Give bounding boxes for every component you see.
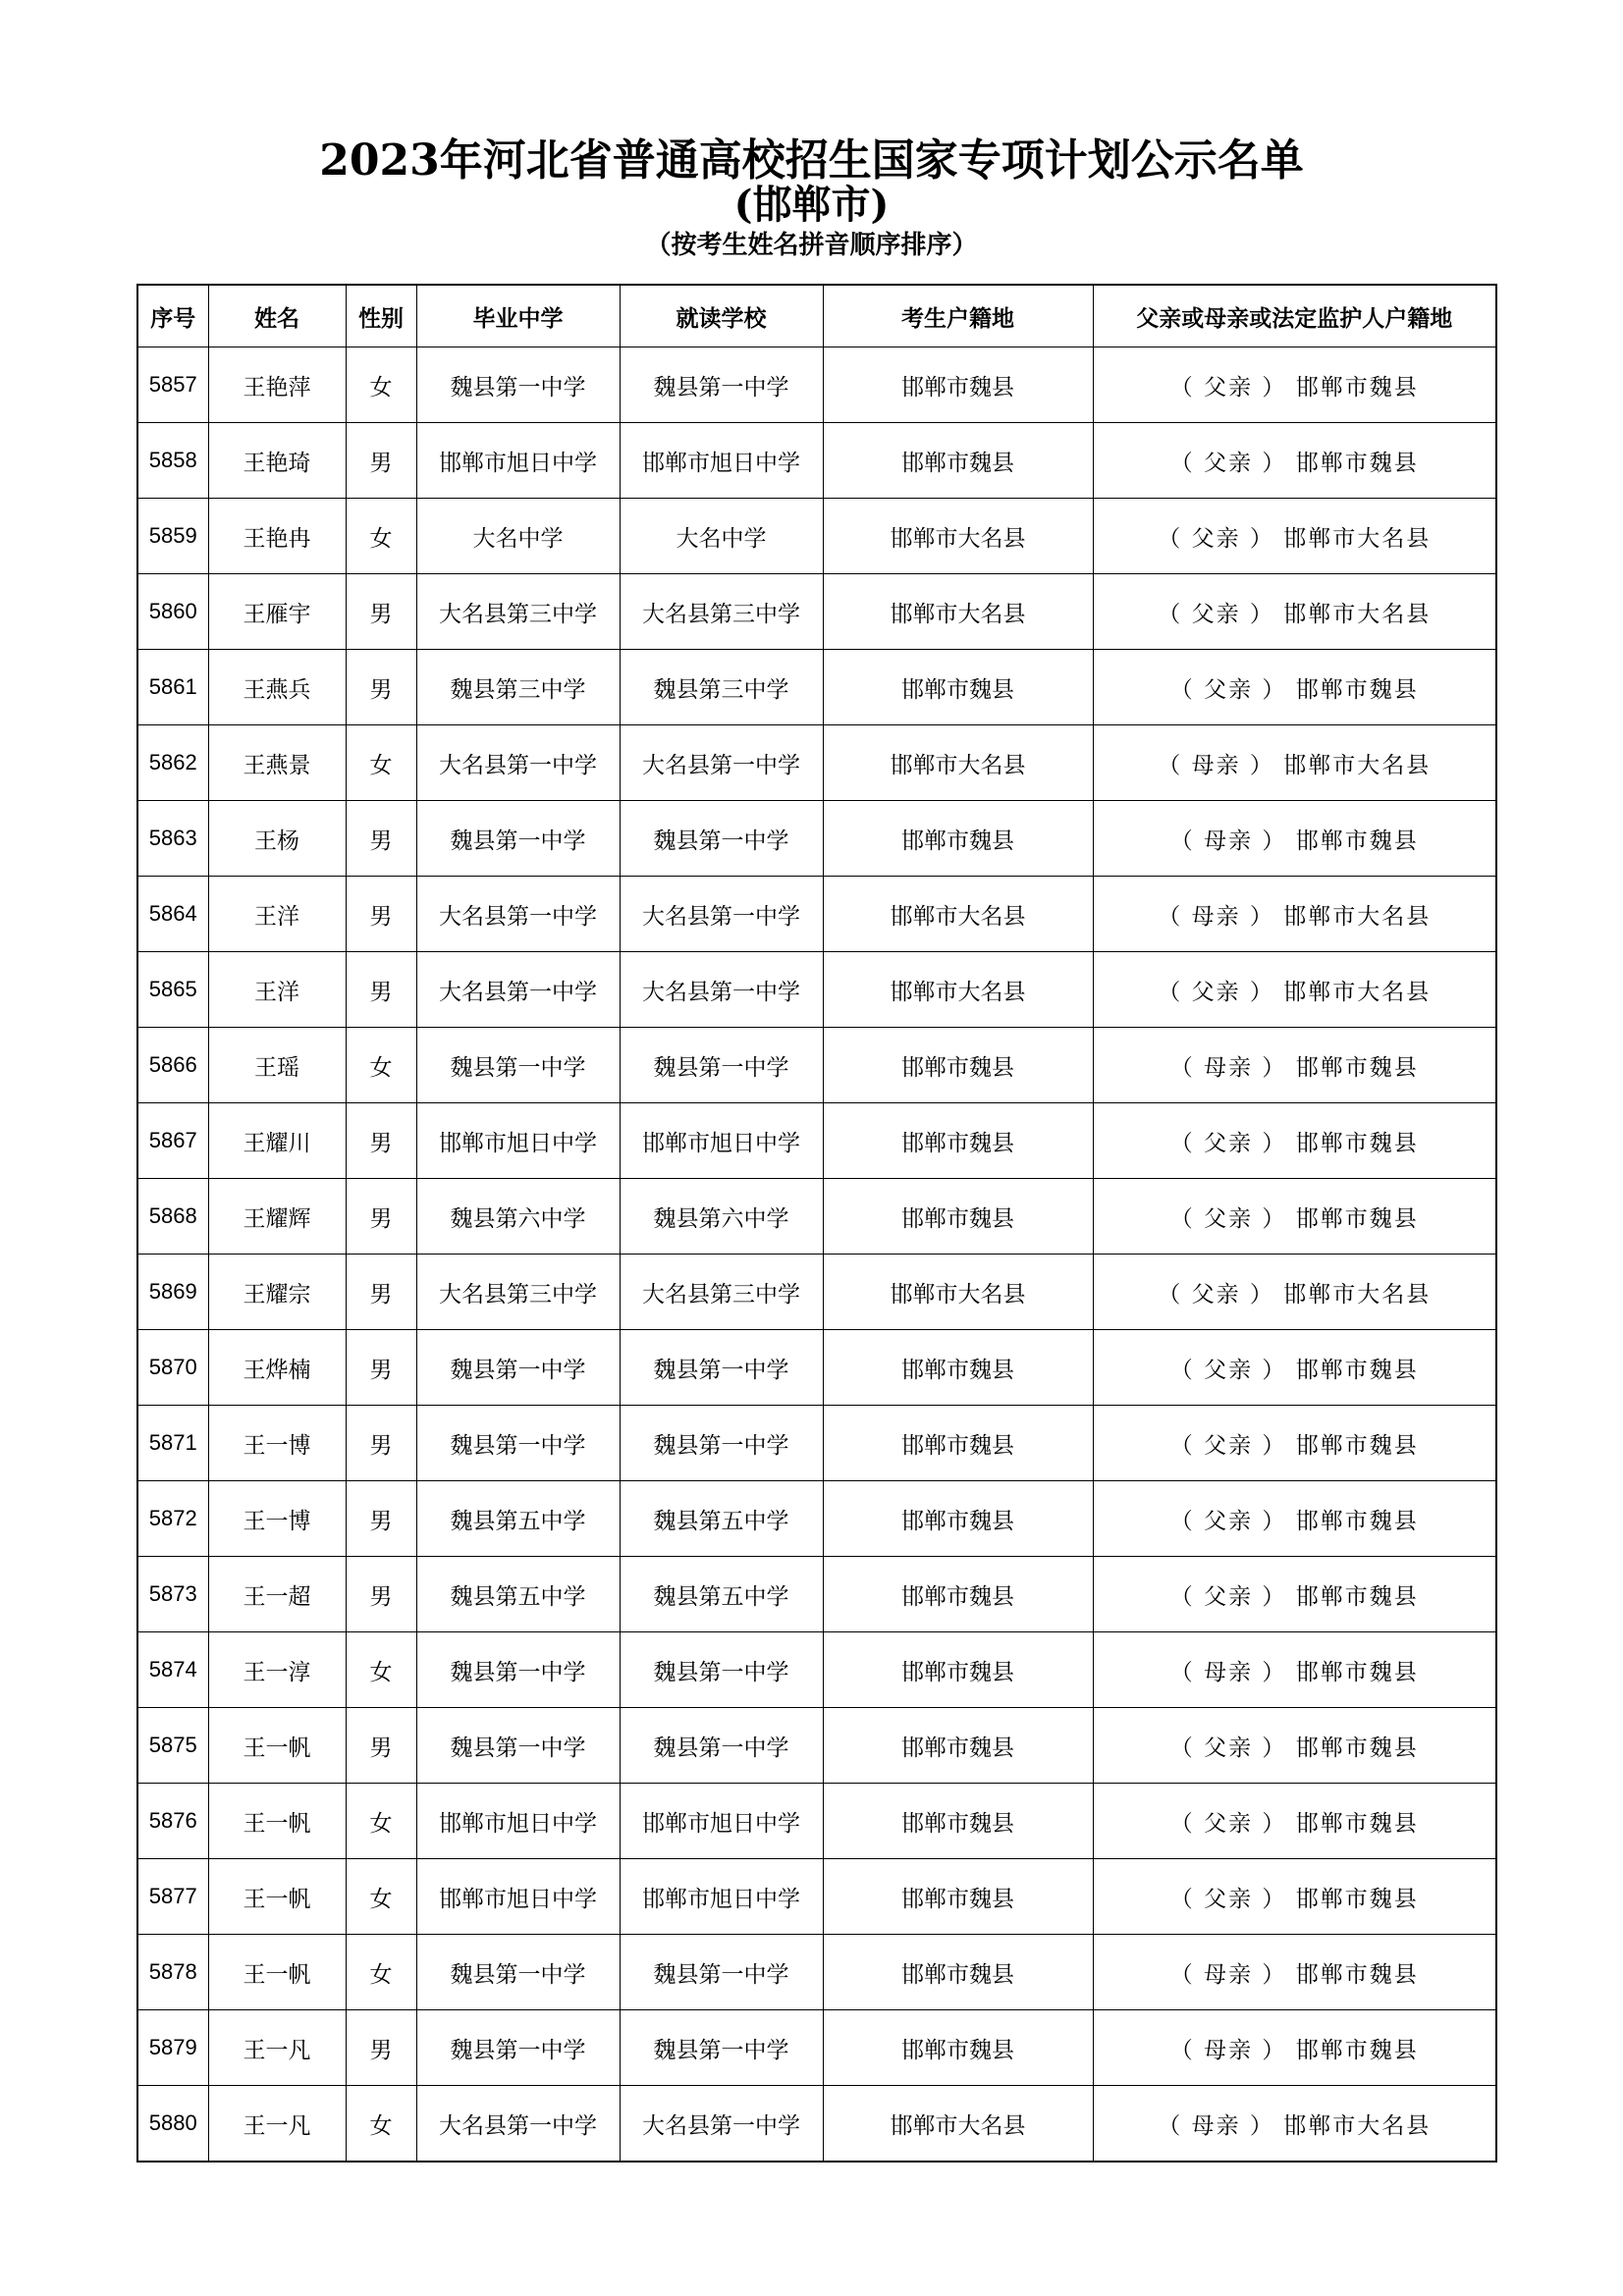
table-row — [137, 1481, 1496, 1557]
cell-name: 王耀辉 — [208, 1179, 346, 1255]
table-row — [137, 423, 1496, 499]
sort-note: （按考生姓名拼音顺序排序） — [645, 231, 978, 260]
cell-household-registration: 邯郸市魏县 — [823, 801, 1093, 877]
cell-seq: 5868 — [137, 1179, 208, 1255]
table-row — [137, 801, 1496, 877]
cell-graduated-school: 魏县第三中学 — [416, 650, 620, 725]
cell-household-registration: 邯郸市魏县 — [823, 1708, 1093, 1784]
cell-graduated-school: 魏县第一中学 — [416, 1632, 620, 1708]
table-header-row — [137, 285, 1496, 347]
cell-seq: 5876 — [137, 1784, 208, 1859]
table-row — [137, 1632, 1496, 1708]
cell-graduated-school: 大名县第一中学 — [416, 2086, 620, 2163]
col-header-guardian-registration: 父亲或母亲或法定监护人户籍地 — [1093, 285, 1496, 347]
cell-guardian-registration: （ 父亲 ） 邯郸市魏县 — [1093, 1784, 1496, 1859]
cell-guardian-registration: （ 父亲 ） 邯郸市大名县 — [1093, 952, 1496, 1028]
cell-name: 王雁宇 — [208, 574, 346, 650]
col-header-current-school: 就读学校 — [620, 285, 823, 347]
table-row — [137, 1557, 1496, 1632]
cell-graduated-school: 邯郸市旭日中学 — [416, 1103, 620, 1179]
cell-current-school: 邯郸市旭日中学 — [620, 423, 823, 499]
cell-current-school: 魏县第一中学 — [620, 2010, 823, 2086]
cell-graduated-school: 大名县第一中学 — [416, 877, 620, 952]
cell-household-registration: 邯郸市魏县 — [823, 1859, 1093, 1935]
cell-gender: 男 — [346, 1557, 416, 1632]
cell-seq: 5869 — [137, 1255, 208, 1330]
cell-graduated-school: 大名县第一中学 — [416, 952, 620, 1028]
cell-seq: 5872 — [137, 1481, 208, 1557]
col-header-graduated-school: 毕业中学 — [416, 285, 620, 347]
cell-name: 王艳萍 — [208, 347, 346, 423]
cell-gender: 女 — [346, 1859, 416, 1935]
cell-gender: 男 — [346, 1103, 416, 1179]
cell-gender: 男 — [346, 1330, 416, 1406]
cell-household-registration: 邯郸市魏县 — [823, 1481, 1093, 1557]
cell-current-school: 邯郸市旭日中学 — [620, 1784, 823, 1859]
cell-current-school: 魏县第六中学 — [620, 1179, 823, 1255]
cell-graduated-school: 魏县第一中学 — [416, 1330, 620, 1406]
cell-seq: 5878 — [137, 1935, 208, 2010]
cell-gender: 女 — [346, 1784, 416, 1859]
cell-guardian-registration: （ 母亲 ） 邯郸市魏县 — [1093, 1935, 1496, 2010]
cell-gender: 男 — [346, 1708, 416, 1784]
cell-graduated-school: 魏县第五中学 — [416, 1557, 620, 1632]
cell-seq: 5862 — [137, 725, 208, 801]
cell-guardian-registration: （ 父亲 ） 邯郸市大名县 — [1093, 499, 1496, 574]
cell-name: 王艳冉 — [208, 499, 346, 574]
cell-household-registration: 邯郸市魏县 — [823, 2010, 1093, 2086]
cell-household-registration: 邯郸市魏县 — [823, 347, 1093, 423]
table-row — [137, 1406, 1496, 1481]
cell-guardian-registration: （ 父亲 ） 邯郸市大名县 — [1093, 574, 1496, 650]
cell-guardian-registration: （ 母亲 ） 邯郸市魏县 — [1093, 2010, 1496, 2086]
cell-guardian-registration: （ 母亲 ） 邯郸市魏县 — [1093, 1632, 1496, 1708]
cell-gender: 男 — [346, 952, 416, 1028]
table-row — [137, 1708, 1496, 1784]
cell-name: 王一淳 — [208, 1632, 346, 1708]
cell-current-school: 魏县第一中学 — [620, 1406, 823, 1481]
cell-gender: 男 — [346, 1255, 416, 1330]
cell-name: 王一凡 — [208, 2010, 346, 2086]
col-header-seq: 序号 — [137, 285, 208, 347]
cell-graduated-school: 邯郸市旭日中学 — [416, 1784, 620, 1859]
cell-seq: 5879 — [137, 2010, 208, 2086]
table-row — [137, 725, 1496, 801]
cell-household-registration: 邯郸市大名县 — [823, 1255, 1093, 1330]
cell-guardian-registration: （ 父亲 ） 邯郸市魏县 — [1093, 1179, 1496, 1255]
cell-household-registration: 邯郸市魏县 — [823, 1784, 1093, 1859]
cell-graduated-school: 魏县第五中学 — [416, 1481, 620, 1557]
cell-gender: 女 — [346, 725, 416, 801]
cell-graduated-school: 魏县第一中学 — [416, 2010, 620, 2086]
cell-graduated-school: 大名县第一中学 — [416, 725, 620, 801]
table-row — [137, 499, 1496, 574]
cell-current-school: 魏县第一中学 — [620, 1708, 823, 1784]
cell-seq: 5880 — [137, 2086, 208, 2163]
page-title: 2023年河北省普通高校招生国家专项计划公示名单 — [319, 135, 1304, 186]
cell-graduated-school: 魏县第一中学 — [416, 801, 620, 877]
cell-name: 王一帆 — [208, 1708, 346, 1784]
cell-guardian-registration: （ 母亲 ） 邯郸市魏县 — [1093, 801, 1496, 877]
cell-graduated-school: 大名县第三中学 — [416, 574, 620, 650]
table-row — [137, 1179, 1496, 1255]
cell-gender: 女 — [346, 1028, 416, 1103]
cell-seq: 5870 — [137, 1330, 208, 1406]
cell-gender: 女 — [346, 347, 416, 423]
table-row — [137, 1859, 1496, 1935]
cell-gender: 男 — [346, 1406, 416, 1481]
col-header-name: 姓名 — [208, 285, 346, 347]
cell-seq: 5858 — [137, 423, 208, 499]
cell-current-school: 大名县第一中学 — [620, 952, 823, 1028]
cell-household-registration: 邯郸市大名县 — [823, 2086, 1093, 2163]
cell-seq: 5873 — [137, 1557, 208, 1632]
cell-household-registration: 邯郸市魏县 — [823, 423, 1093, 499]
cell-name: 王一博 — [208, 1406, 346, 1481]
cell-gender: 男 — [346, 801, 416, 877]
cell-name: 王一博 — [208, 1481, 346, 1557]
roster-table — [136, 284, 1497, 2163]
cell-name: 王一超 — [208, 1557, 346, 1632]
cell-household-registration: 邯郸市魏县 — [823, 650, 1093, 725]
table-row — [137, 2086, 1496, 2163]
cell-seq: 5860 — [137, 574, 208, 650]
cell-name: 王耀川 — [208, 1103, 346, 1179]
cell-current-school: 邯郸市旭日中学 — [620, 1103, 823, 1179]
cell-current-school: 大名县第一中学 — [620, 2086, 823, 2163]
cell-seq: 5866 — [137, 1028, 208, 1103]
cell-name: 王洋 — [208, 952, 346, 1028]
cell-household-registration: 邯郸市魏县 — [823, 1179, 1093, 1255]
roster-body — [137, 347, 1496, 2163]
cell-guardian-registration: （ 父亲 ） 邯郸市魏县 — [1093, 1557, 1496, 1632]
cell-guardian-registration: （ 父亲 ） 邯郸市魏县 — [1093, 423, 1496, 499]
cell-current-school: 魏县第一中学 — [620, 1330, 823, 1406]
cell-household-registration: 邯郸市魏县 — [823, 1935, 1093, 2010]
cell-seq: 5867 — [137, 1103, 208, 1179]
cell-name: 王一帆 — [208, 1784, 346, 1859]
cell-guardian-registration: （ 父亲 ） 邯郸市魏县 — [1093, 1330, 1496, 1406]
cell-current-school: 大名县第一中学 — [620, 877, 823, 952]
table-row — [137, 574, 1496, 650]
table-row — [137, 1028, 1496, 1103]
cell-household-registration: 邯郸市大名县 — [823, 574, 1093, 650]
cell-current-school: 魏县第五中学 — [620, 1557, 823, 1632]
cell-gender: 男 — [346, 1179, 416, 1255]
cell-name: 王洋 — [208, 877, 346, 952]
table-row — [137, 1255, 1496, 1330]
cell-guardian-registration: （ 父亲 ） 邯郸市魏县 — [1093, 1103, 1496, 1179]
cell-gender: 男 — [346, 1481, 416, 1557]
cell-guardian-registration: （ 母亲 ） 邯郸市大名县 — [1093, 877, 1496, 952]
cell-graduated-school: 魏县第一中学 — [416, 1406, 620, 1481]
cell-gender: 男 — [346, 423, 416, 499]
table-row — [137, 347, 1496, 423]
page-subtitle: (邯郸市) — [733, 182, 890, 228]
cell-name: 王一帆 — [208, 1859, 346, 1935]
cell-household-registration: 邯郸市大名县 — [823, 725, 1093, 801]
cell-gender: 男 — [346, 877, 416, 952]
table-row — [137, 1784, 1496, 1859]
cell-gender: 女 — [346, 1935, 416, 2010]
cell-guardian-registration: （ 父亲 ） 邯郸市魏县 — [1093, 1481, 1496, 1557]
cell-guardian-registration: （ 父亲 ） 邯郸市魏县 — [1093, 1406, 1496, 1481]
cell-household-registration: 邯郸市魏县 — [823, 1330, 1093, 1406]
cell-current-school: 大名县第一中学 — [620, 725, 823, 801]
cell-gender: 女 — [346, 499, 416, 574]
table-row — [137, 2010, 1496, 2086]
cell-name: 王烨楠 — [208, 1330, 346, 1406]
cell-current-school: 魏县第一中学 — [620, 1028, 823, 1103]
cell-seq: 5863 — [137, 801, 208, 877]
cell-graduated-school: 魏县第一中学 — [416, 347, 620, 423]
cell-seq: 5861 — [137, 650, 208, 725]
table-row — [137, 952, 1496, 1028]
cell-household-registration: 邯郸市魏县 — [823, 1632, 1093, 1708]
table-row — [137, 650, 1496, 725]
cell-graduated-school: 魏县第一中学 — [416, 1708, 620, 1784]
cell-graduated-school: 魏县第一中学 — [416, 1935, 620, 2010]
cell-graduated-school: 魏县第六中学 — [416, 1179, 620, 1255]
cell-name: 王艳琦 — [208, 423, 346, 499]
cell-household-registration: 邯郸市魏县 — [823, 1557, 1093, 1632]
table-row — [137, 1330, 1496, 1406]
cell-name: 王燕景 — [208, 725, 346, 801]
cell-graduated-school: 大名中学 — [416, 499, 620, 574]
cell-guardian-registration: （ 母亲 ） 邯郸市大名县 — [1093, 725, 1496, 801]
cell-gender: 男 — [346, 574, 416, 650]
cell-seq: 5871 — [137, 1406, 208, 1481]
cell-current-school: 大名县第三中学 — [620, 574, 823, 650]
cell-graduated-school: 魏县第一中学 — [416, 1028, 620, 1103]
cell-current-school: 魏县第一中学 — [620, 347, 823, 423]
cell-seq: 5865 — [137, 952, 208, 1028]
cell-current-school: 魏县第五中学 — [620, 1481, 823, 1557]
cell-guardian-registration: （ 母亲 ） 邯郸市魏县 — [1093, 1028, 1496, 1103]
cell-gender: 男 — [346, 650, 416, 725]
col-header-gender: 性别 — [346, 285, 416, 347]
cell-current-school: 魏县第一中学 — [620, 1632, 823, 1708]
cell-seq: 5877 — [137, 1859, 208, 1935]
table-row — [137, 1103, 1496, 1179]
cell-name: 王杨 — [208, 801, 346, 877]
cell-guardian-registration: （ 母亲 ） 邯郸市大名县 — [1093, 2086, 1496, 2163]
cell-gender: 女 — [346, 2086, 416, 2163]
table-row — [137, 877, 1496, 952]
cell-guardian-registration: （ 父亲 ） 邯郸市魏县 — [1093, 1708, 1496, 1784]
cell-household-registration: 邯郸市大名县 — [823, 952, 1093, 1028]
cell-seq: 5875 — [137, 1708, 208, 1784]
cell-current-school: 大名中学 — [620, 499, 823, 574]
cell-graduated-school: 邯郸市旭日中学 — [416, 423, 620, 499]
cell-current-school: 魏县第三中学 — [620, 650, 823, 725]
cell-gender: 男 — [346, 2010, 416, 2086]
cell-name: 王耀宗 — [208, 1255, 346, 1330]
cell-guardian-registration: （ 父亲 ） 邯郸市大名县 — [1093, 1255, 1496, 1330]
cell-household-registration: 邯郸市大名县 — [823, 877, 1093, 952]
cell-household-registration: 邯郸市魏县 — [823, 1028, 1093, 1103]
cell-gender: 女 — [346, 1632, 416, 1708]
cell-name: 王一帆 — [208, 1935, 346, 2010]
cell-guardian-registration: （ 父亲 ） 邯郸市魏县 — [1093, 1859, 1496, 1935]
cell-seq: 5857 — [137, 347, 208, 423]
cell-guardian-registration: （ 父亲 ） 邯郸市魏县 — [1093, 650, 1496, 725]
cell-current-school: 大名县第三中学 — [620, 1255, 823, 1330]
cell-guardian-registration: （ 父亲 ） 邯郸市魏县 — [1093, 347, 1496, 423]
col-header-household-registration: 考生户籍地 — [823, 285, 1093, 347]
table-row — [137, 1935, 1496, 2010]
cell-current-school: 魏县第一中学 — [620, 1935, 823, 2010]
cell-household-registration: 邯郸市魏县 — [823, 1103, 1093, 1179]
cell-household-registration: 邯郸市大名县 — [823, 499, 1093, 574]
cell-name: 王燕兵 — [208, 650, 346, 725]
cell-current-school: 邯郸市旭日中学 — [620, 1859, 823, 1935]
cell-current-school: 魏县第一中学 — [620, 801, 823, 877]
cell-seq: 5874 — [137, 1632, 208, 1708]
cell-seq: 5864 — [137, 877, 208, 952]
cell-seq: 5859 — [137, 499, 208, 574]
cell-graduated-school: 大名县第三中学 — [416, 1255, 620, 1330]
cell-name: 王瑶 — [208, 1028, 346, 1103]
cell-name: 王一凡 — [208, 2086, 346, 2163]
cell-graduated-school: 邯郸市旭日中学 — [416, 1859, 620, 1935]
cell-household-registration: 邯郸市魏县 — [823, 1406, 1093, 1481]
